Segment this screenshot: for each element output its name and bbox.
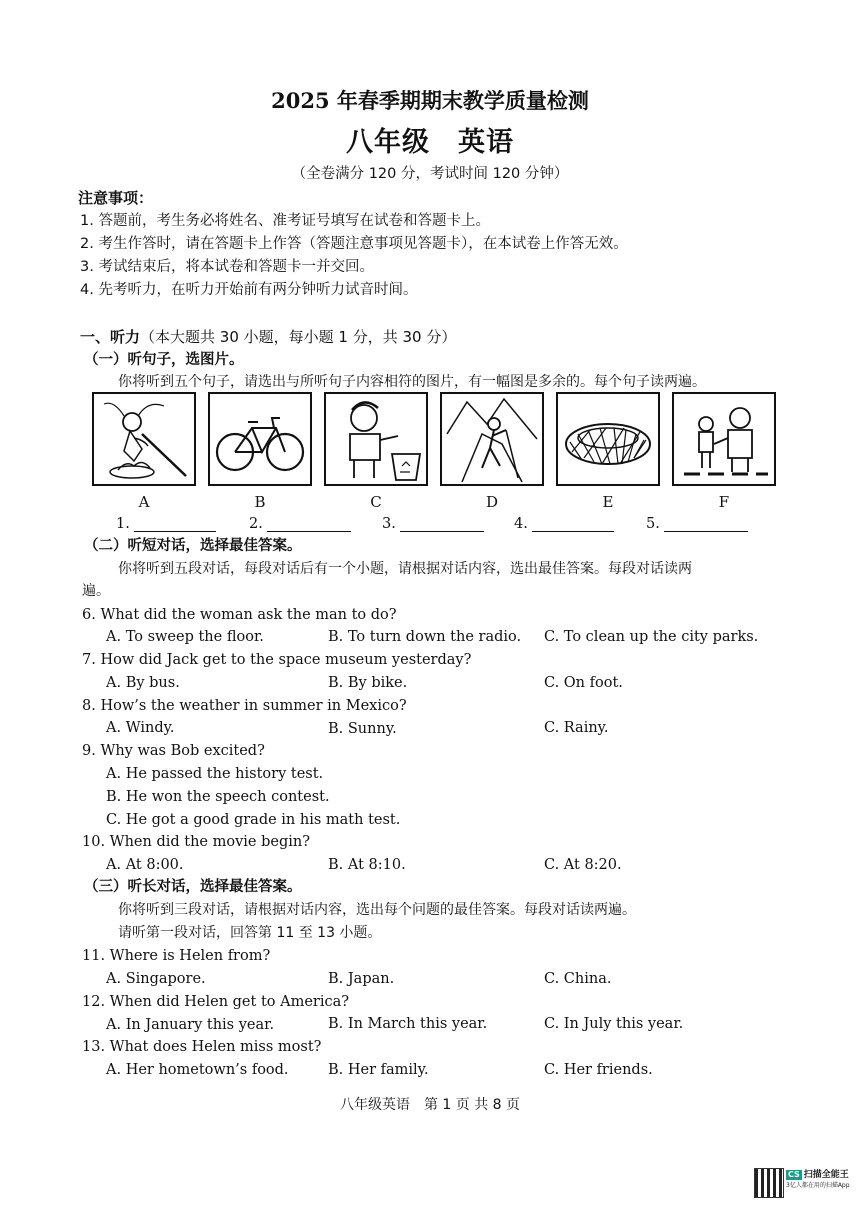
- birds-nest-stadium-icon: [558, 394, 658, 484]
- part3-sub-instruction: 请听第一段对话，回答第 11 至 13 小题。: [118, 925, 382, 941]
- q8-option-b: B. Sunny.: [328, 721, 397, 737]
- picture-a: [92, 392, 196, 486]
- note-item-3: 3. 考试结束后，将本试卷和答题卡一并交回。: [80, 259, 374, 275]
- scanner-badge: CS: [788, 1170, 800, 1179]
- picture-label-f: F: [718, 493, 730, 511]
- answer-blank-4[interactable]: [514, 516, 614, 532]
- q12-option-a: A. In January this year.: [106, 1017, 275, 1033]
- q6-option-b: B. To turn down the radio.: [328, 629, 522, 645]
- subject-title: 八年级 英语: [346, 127, 514, 158]
- question-13: 13. What does Helen miss most?: [82, 1039, 322, 1055]
- q6-option-c: C. To clean up the city parks.: [544, 629, 759, 645]
- part3-heading: （三）听长对话，选择最佳答案。: [84, 879, 302, 895]
- section1-title-row: [80, 328, 456, 346]
- q9-option-a: A. He passed the history test.: [106, 766, 324, 782]
- picture-label-a: A: [138, 493, 150, 511]
- q12-option-c: C. In July this year.: [544, 1016, 684, 1032]
- picture-d: [440, 392, 544, 486]
- picture-c: [324, 392, 428, 486]
- blank-number: 3.: [382, 516, 396, 532]
- question-7: 7. How did Jack get to the space museum yesterday?: [82, 652, 472, 668]
- q13-option-a: A. Her hometown’s food.: [106, 1062, 289, 1078]
- picture-label-e: E: [602, 493, 614, 511]
- q7-option-a: A. By bus.: [106, 675, 180, 691]
- note-item-4: 4. 先考听力，在听力开始前有两分钟听力试音时间。: [80, 282, 418, 298]
- picture-f: [672, 392, 776, 486]
- question-6: 6. What did the woman ask the man to do?: [82, 607, 397, 623]
- question-12: 12. When did Helen get to America?: [82, 994, 350, 1010]
- part2-instruction-line1: 你将听到五段对话，每段对话后有一个小题，请根据对话内容，选出最佳答案。每段对话读两: [118, 561, 692, 577]
- q12-option-b: B. In March this year.: [328, 1016, 488, 1032]
- q11-option-b: B. Japan.: [328, 971, 395, 987]
- q7-option-c: C. On foot.: [544, 675, 623, 691]
- qr-code-icon: [754, 1168, 784, 1198]
- boy-recycling-icon: [326, 394, 426, 484]
- blank-number: 5.: [646, 516, 660, 532]
- q8-option-a: A. Windy.: [106, 720, 175, 736]
- crosswalk-help-icon: [674, 394, 774, 484]
- note-item-2: 2. 考生作答时，请在答题卡上作答（答题注意事项见答题卡），在本试卷上作答无效。: [80, 236, 628, 252]
- q8-option-c: C. Rainy.: [544, 720, 609, 736]
- scanner-name: 扫描全能王: [803, 1170, 849, 1180]
- blank-number: 1.: [116, 516, 130, 532]
- part1-heading: （一）听句子，选图片。: [84, 352, 244, 368]
- climber-icon: [442, 394, 542, 484]
- section1-title-note: （本大题共 30 小题，每小题 1 分，共 30 分）: [140, 328, 457, 346]
- q11-option-c: C. China.: [544, 971, 612, 987]
- q9-option-b: B. He won the speech contest.: [106, 789, 330, 805]
- q6-option-a: A. To sweep the floor.: [106, 629, 264, 645]
- q10-option-c: C. At 8:20.: [544, 857, 622, 873]
- question-9: 9. Why was Bob excited?: [82, 743, 265, 759]
- scanner-sub: 3亿人都在用的扫描App: [786, 1182, 850, 1189]
- part3-instruction: 你将听到三段对话，请根据对话内容，选出每个问题的最佳答案。每段对话读两遍。: [118, 902, 636, 918]
- page-footer: 八年级英语 第 1 页 共 8 页: [339, 1097, 521, 1113]
- q10-option-a: A. At 8:00.: [106, 857, 184, 873]
- blank-number: 4.: [514, 516, 528, 532]
- answer-blank-2[interactable]: [249, 516, 351, 532]
- picture-label-d: D: [485, 493, 499, 511]
- q13-option-b: B. Her family.: [328, 1062, 429, 1078]
- scanner-watermark: [786, 1170, 850, 1191]
- notes-heading: 注意事项：: [78, 189, 154, 207]
- q7-option-b: B. By bike.: [328, 675, 408, 691]
- score-note: （全卷满分 120 分，考试时间 120 分钟）: [291, 166, 569, 182]
- part1-instruction: 你将听到五个句子，请选出与所听句子内容相符的图片，有一幅图是多余的。每个句子读两遍。: [118, 374, 706, 390]
- answer-blank-3[interactable]: [382, 516, 484, 532]
- picture-label-c: C: [370, 493, 382, 511]
- question-10: 10. When did the movie begin?: [82, 834, 310, 850]
- question-11: 11. Where is Helen from?: [82, 948, 271, 964]
- q9-option-c: C. He got a good grade in his math test.: [106, 812, 401, 828]
- q10-option-b: B. At 8:10.: [328, 857, 406, 873]
- picture-e: [556, 392, 660, 486]
- answer-blank-1[interactable]: [116, 516, 216, 532]
- question-8: 8. How’s the weather in summer in Mexico?: [82, 698, 407, 714]
- picture-b: [208, 392, 312, 486]
- q13-option-c: C. Her friends.: [544, 1062, 653, 1078]
- note-item-1: 1. 答题前，考生务必将姓名、准考证号填写在试卷和答题卡上。: [80, 213, 490, 229]
- answer-blank-5[interactable]: [646, 516, 748, 532]
- q11-option-a: A. Singapore.: [106, 971, 206, 987]
- blank-number: 2.: [249, 516, 263, 532]
- picture-label-b: B: [254, 493, 266, 511]
- section1-title: 一、听力: [80, 328, 141, 346]
- monkey-king-icon: [94, 394, 194, 484]
- bicycle-icon: [210, 394, 310, 484]
- part2-heading: （二）听短对话，选择最佳答案。: [84, 538, 302, 554]
- part2-instruction-line2: 遍。: [82, 583, 110, 599]
- exam-title: 2025 年春季期期末教学质量检测: [271, 88, 589, 113]
